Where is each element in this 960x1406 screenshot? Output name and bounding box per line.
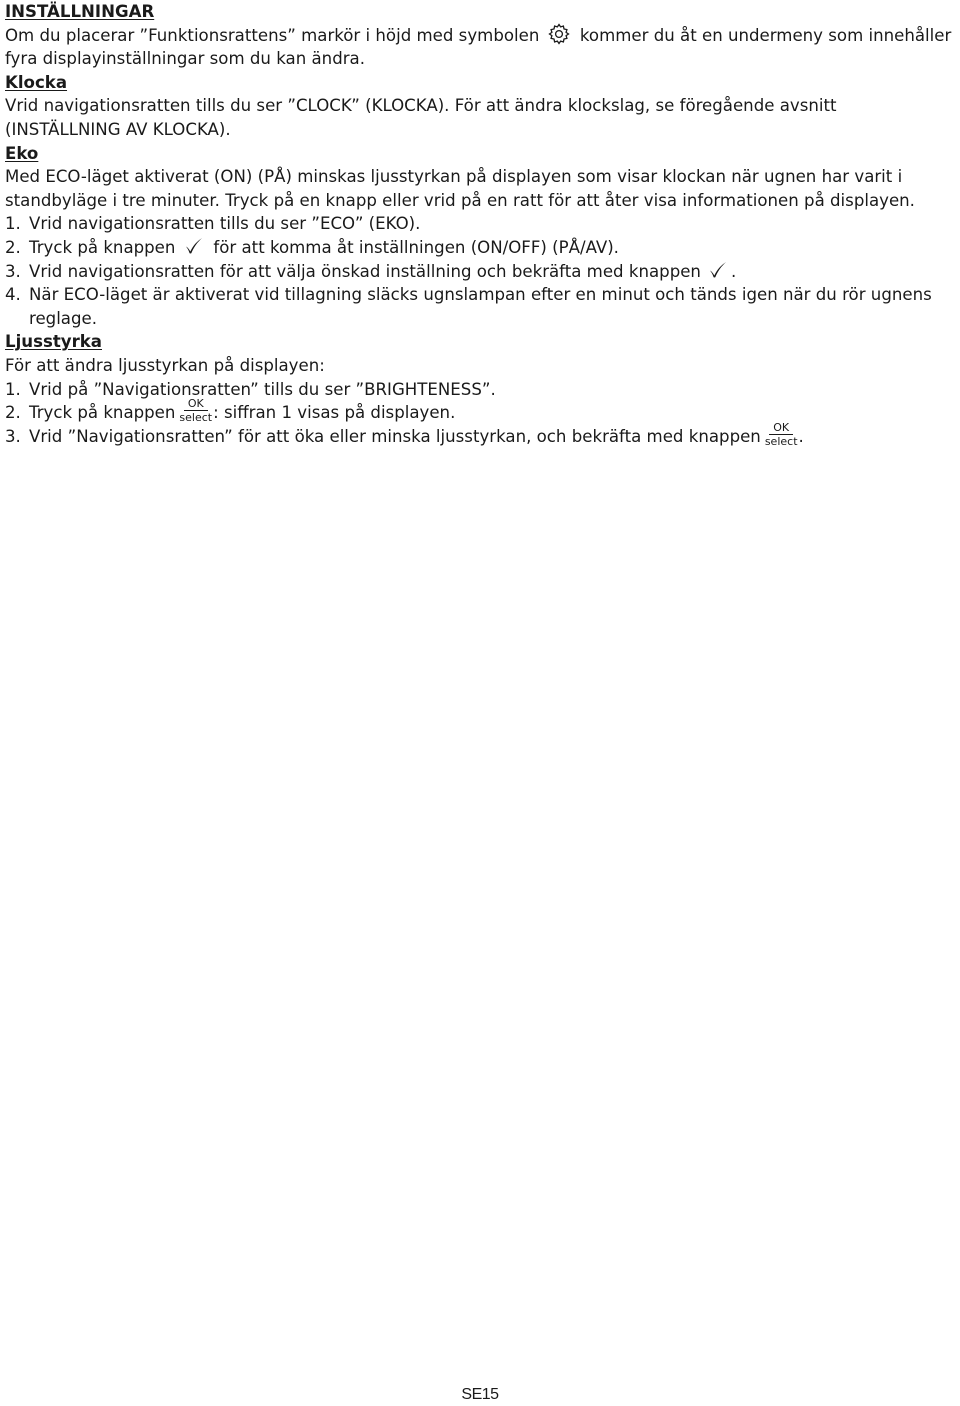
step-number: 1.	[5, 214, 21, 234]
select-label: select	[764, 434, 798, 448]
step-text-after: .	[730, 261, 737, 281]
document-body	[5, 0, 957, 448]
step-number: 2.	[5, 403, 21, 423]
list-item	[5, 378, 957, 402]
section-heading-klocka: Klocka	[5, 72, 68, 92]
step-text-before: Vrid ”Navigationsratten” för att öka eller minska ljusstyrkan, och bekräfta med knappen	[29, 426, 761, 446]
intro-paragraph	[5, 24, 957, 71]
checkmark-icon	[707, 260, 729, 280]
checkmark-icon	[183, 236, 205, 256]
step-text: När ECO-läget är aktiverat vid tillagning släcks ugnslampan efter en minut och tänds igen när du rör ugnens reglage.	[29, 285, 932, 328]
list-item	[5, 420, 957, 449]
step-number: 4.	[5, 285, 21, 305]
list-item	[5, 260, 957, 284]
step-number: 3.	[5, 426, 21, 446]
gear-icon	[547, 22, 571, 46]
ok-select-button-icon	[179, 398, 212, 423]
step-text-after: .	[798, 426, 804, 446]
step-number: 2.	[5, 237, 21, 257]
intro-text-before: Om du placerar ”Funktionsrattens” markör i höjd med symbolen	[5, 25, 540, 45]
list-item	[5, 397, 957, 425]
step-text-after: : siffran 1 visas på displayen.	[213, 403, 456, 423]
ok-label: OK	[769, 422, 793, 435]
step-text-before: Vrid navigationsratten för att välja önskad inställning och bekräfta med knappen	[29, 261, 701, 281]
select-label: select	[179, 411, 213, 425]
ljusstyrka-intro: För att ändra ljusstyrkan på displayen:	[5, 355, 325, 375]
klocka-paragraph: Vrid navigationsratten tills du ser ”CLOCK” (KLOCKA). För att ändra klockslag, se föregående avsnitt (INSTÄLLNING AV KLOCKA).	[5, 96, 837, 139]
section-heading-ljusstyrka: Ljusstyrka	[5, 332, 102, 352]
step-text-before: Tryck på knappen	[29, 403, 176, 423]
step-text-after: för att komma åt inställningen (ON/OFF) (PÅ/AV).	[213, 237, 619, 257]
list-item	[5, 212, 957, 236]
step-number: 3.	[5, 261, 21, 281]
intro-text-after: kommer du åt en undermeny som innehåller fyra displayinställningar som du kan ändra.	[5, 25, 952, 69]
list-item	[5, 283, 957, 330]
step-text: Vrid på ”Navigationsratten” tills du ser ”BRIGHTENESS”.	[29, 379, 496, 399]
ok-select-button-icon	[765, 422, 798, 447]
list-item	[5, 236, 957, 260]
step-text: Vrid navigationsratten tills du ser ”ECO” (EKO).	[29, 214, 421, 234]
ljusstyrka-steps	[5, 378, 957, 449]
section-heading-installningar: INSTÄLLNINGAR	[5, 2, 155, 21]
section-heading-eko: Eko	[5, 143, 39, 163]
eko-paragraph: Med ECO-läget aktiverat (ON) (PÅ) minskas ljusstyrkan på displayen som visar klockan när ugnen har varit i standbyläge i tre minuter. Tryck på en knapp eller vrid på en ratt för att åter visa informationen på displayen.	[5, 167, 915, 210]
page-number: SE15	[461, 1386, 499, 1403]
eko-steps	[5, 212, 957, 330]
ok-label: OK	[184, 398, 208, 411]
step-text-before: Tryck på knappen	[29, 237, 176, 257]
step-number: 1.	[5, 379, 21, 399]
